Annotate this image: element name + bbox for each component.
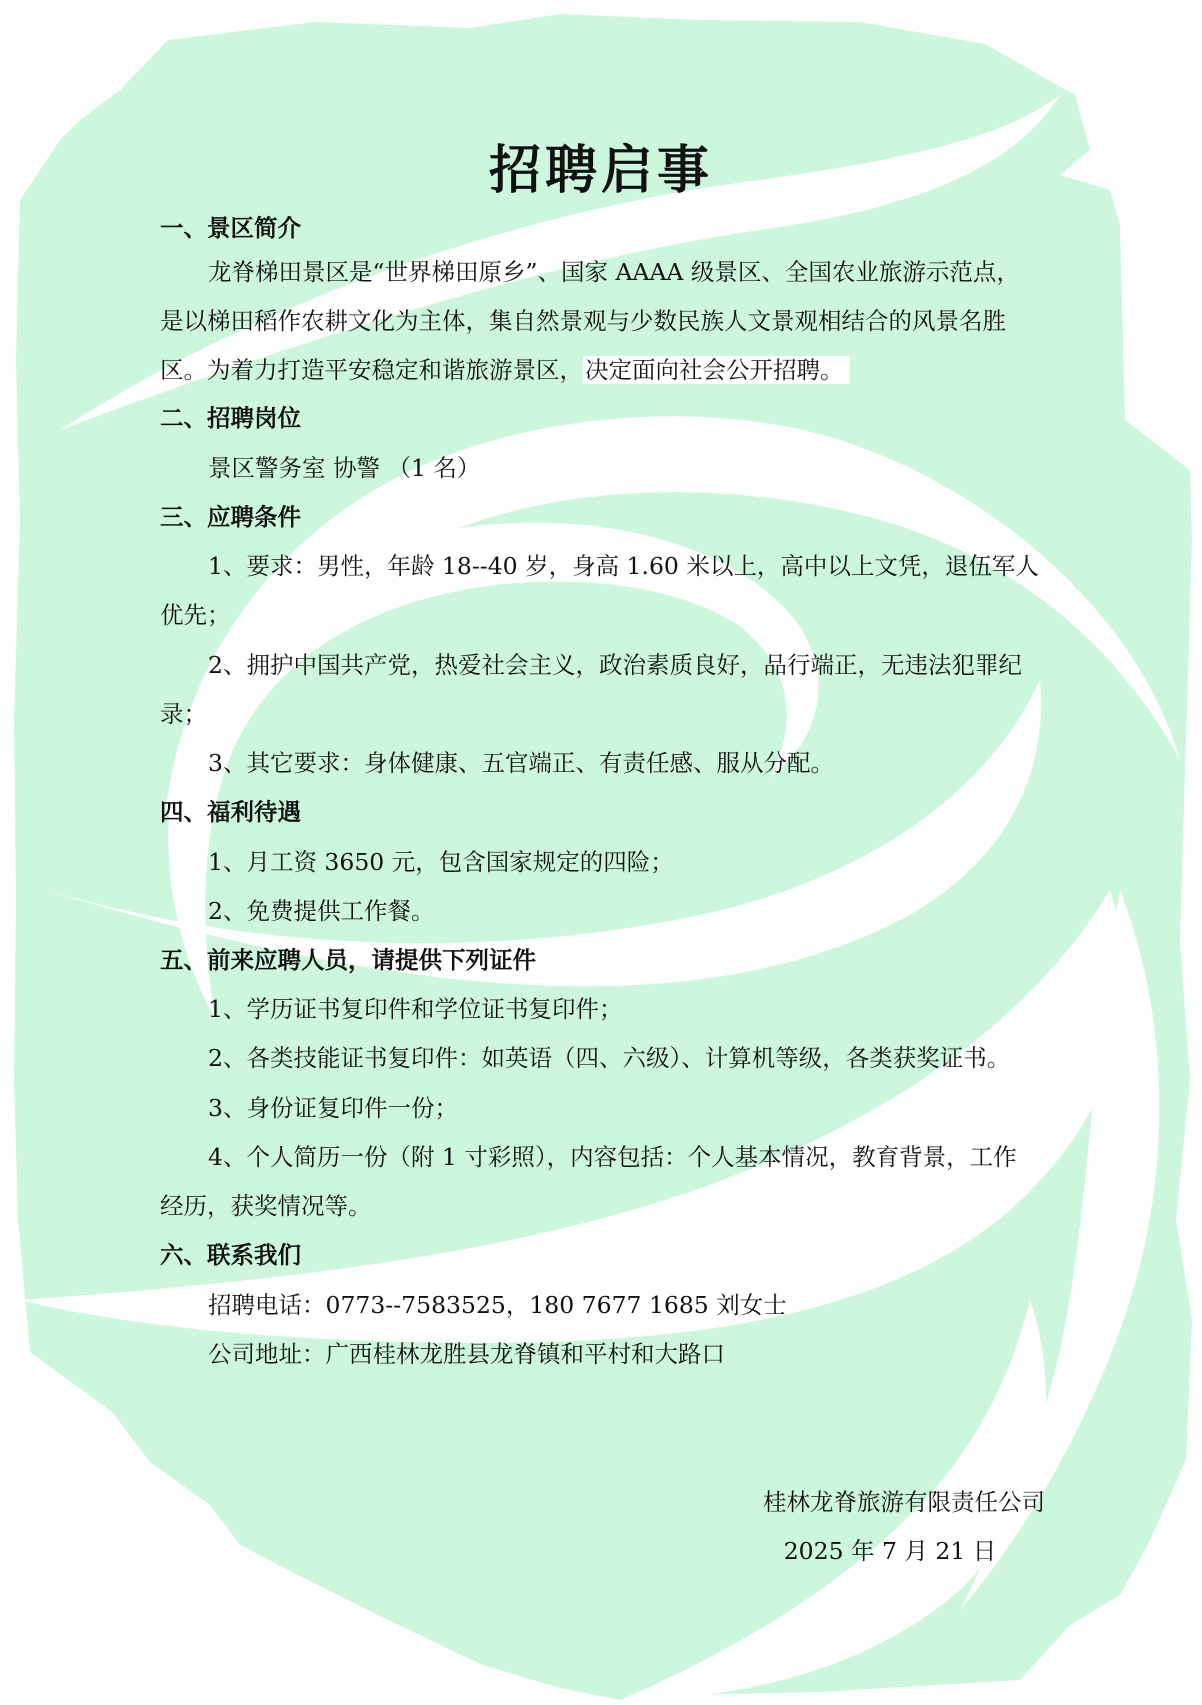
section-heading-requirements: 三、应聘条件 [160,503,301,531]
section-heading-contact: 六、联系我们 [160,1241,301,1269]
requirement-line-2: 2、拥护中国共产党，热爱社会主义，政治素质良好，品行端正，无违法犯罪纪 [208,651,1022,679]
section-heading-positions: 二、招聘岗位 [160,404,301,432]
document-line-1: 1、学历证书复印件和学位证书复印件； [208,995,623,1023]
contact-phone: 招聘电话：0773--7583525，180 7677 1685 刘女士 [208,1291,787,1319]
benefit-line-1: 1、月工资 3650 元，包含国家规定的四险； [208,848,674,876]
section-heading-intro: 一、景区简介 [160,214,301,242]
document-line-4b: 经历，获奖情况等。 [160,1192,372,1220]
signature-date: 2025 年 7 月 21 日 [783,1537,997,1565]
intro-highlight-text: 决定面向社会公开招聘。 [583,356,850,384]
intro-line-1: 龙脊梯田景区是“世界梯田原乡”、国家 AAAA 级景区、全国农业旅游示范点， [208,258,1020,286]
requirement-line-1: 1、要求：男性，年龄 18--40 岁，身高 1.60 米以上，高中以上文凭，退伍军人 [208,552,1039,580]
requirement-line-1b: 优先； [160,601,231,629]
section-heading-documents: 五、前来应聘人员，请提供下列证件 [160,946,536,974]
section-heading-benefits: 四、福利待遇 [160,798,301,826]
document-line-2: 2、各类技能证书复印件：如英语（四、六级）、计算机等级，各类获奖证书。 [208,1044,1011,1072]
intro-line-3-text: 区。为着力打造平安稳定和谐旅游景区， [160,356,583,384]
benefit-line-2: 2、免费提供工作餐。 [208,897,435,925]
position-line: 景区警务室 协警 （1 名） [208,454,481,482]
document-line-3: 3、身份证复印件一份； [208,1094,458,1122]
intro-line-2: 是以梯田稻作农耕文化为主体，集自然景观与少数民族人文景观相结合的风景名胜 [160,307,1006,335]
requirement-line-2b: 录； [160,700,207,728]
signature-company: 桂林龙脊旅游有限责任公司 [763,1488,1045,1516]
intro-line-3 [160,355,850,385]
document-line-4: 4、个人简历一份（附 1 寸彩照），内容包括：个人基本情况，教育背景，工作 [208,1143,1017,1171]
contact-address: 公司地址：广西桂林龙胜县龙脊镇和平村和大路口 [208,1340,725,1368]
page-title: 招聘启事 [488,141,713,201]
requirement-line-3: 3、其它要求：身体健康、五官端正、有责任感、服从分配。 [208,749,834,777]
